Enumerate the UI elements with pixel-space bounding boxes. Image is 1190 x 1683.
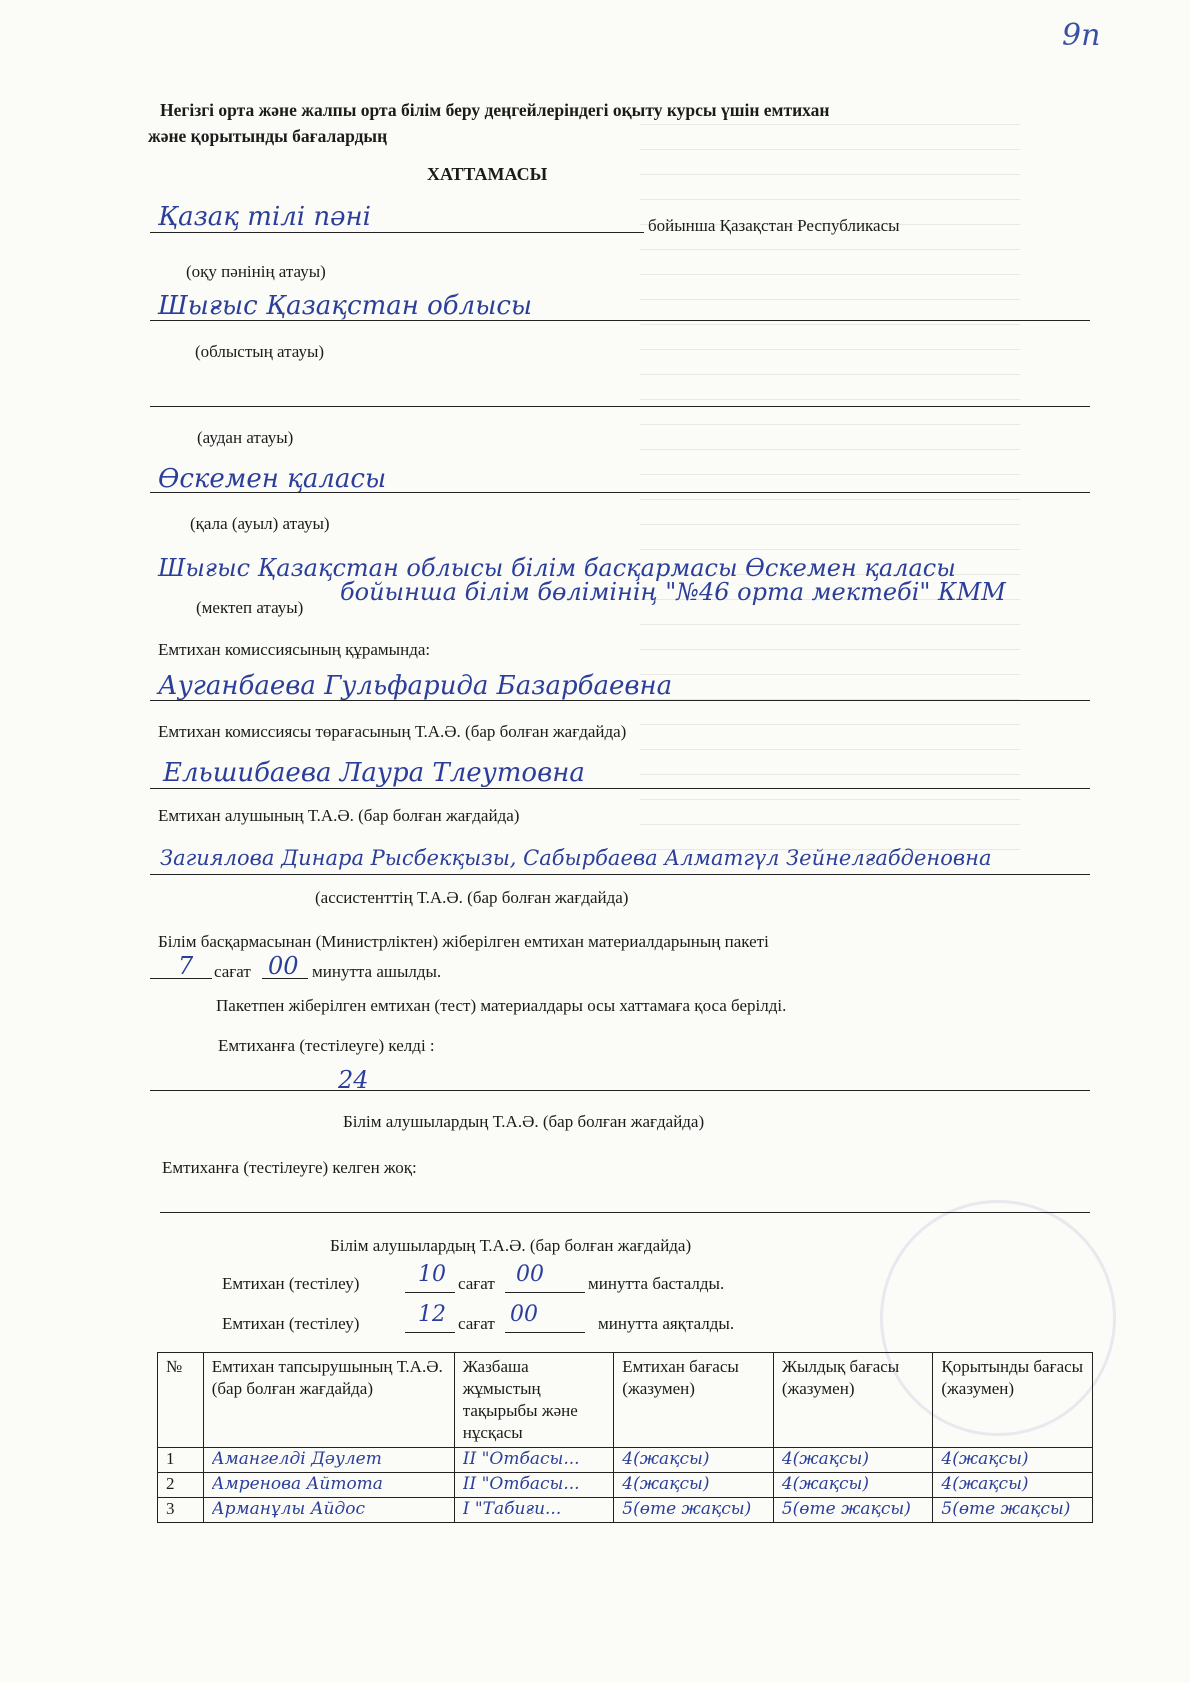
header-exam-grade: Емтихан бағасы (жазумен) xyxy=(614,1353,774,1448)
city-underline xyxy=(150,492,1090,493)
came-value: 24 xyxy=(338,1066,369,1094)
header-annual-grade: Жылдық бағасы (жазумен) xyxy=(773,1353,933,1448)
subject-underline xyxy=(150,232,644,233)
school-caption: (мектеп атауы) xyxy=(196,598,304,617)
start-minute-value: 00 xyxy=(516,1262,544,1287)
start-suffix: минутта басталды. xyxy=(588,1274,725,1293)
row-essay-topic: І "Табиғи... xyxy=(454,1498,614,1523)
table-row xyxy=(158,1448,1093,1473)
title-line-2: және қорытынды бағалардың xyxy=(148,126,388,146)
row-final-grade: 4(жақсы) xyxy=(933,1448,1093,1473)
header-student-name: Емтихан тапсырушының Т.А.Ә. (бар болған жағдайда) xyxy=(203,1353,454,1448)
row-annual-grade: 4(жақсы) xyxy=(773,1473,933,1498)
school-value-line-2: бойынша білім бөлімінің "№46 орта мектебі" КММ xyxy=(340,578,1006,606)
assistants-value: Загиялова Динара Рысбекқызы, Сабырбаева Алматгүл Зейнелғабденовна xyxy=(160,846,992,870)
subject-caption: (оқу пәнінің атауы) xyxy=(186,262,326,281)
table-row xyxy=(158,1473,1093,1498)
start-hour-label: сағат xyxy=(458,1274,495,1293)
start-hour-value: 10 xyxy=(418,1262,446,1287)
corner-handwritten-mark: 9п xyxy=(1062,18,1101,53)
row-number: 3 xyxy=(158,1498,204,1523)
row-essay-topic: ІІ "Отбасы... xyxy=(454,1448,614,1473)
came-label: Емтиханға (тестілеуге) келді : xyxy=(218,1036,435,1055)
commission-label: Емтихан комиссиясының құрамында: xyxy=(158,640,431,659)
package-minute-label: минутта ашылды. xyxy=(312,962,442,981)
bleed-through-texture xyxy=(640,100,1020,820)
row-annual-grade: 5(өте жақсы) xyxy=(773,1498,933,1523)
title-line-1: Негізгі орта және жалпы орта білім беру деңгейлеріндегі оқыту курсы үшін емтихан xyxy=(160,100,830,120)
package-minute-underline xyxy=(262,978,308,979)
region-caption: (облыстың атауы) xyxy=(195,342,325,361)
row-number: 2 xyxy=(158,1473,204,1498)
table-header-row xyxy=(158,1353,1093,1448)
package-text: Білім басқармасынан (Министрліктен) жіберілген емтихан материалдарының пакеті xyxy=(158,932,769,951)
end-minute-value: 00 xyxy=(510,1302,538,1327)
row-annual-grade: 4(жақсы) xyxy=(773,1448,933,1473)
row-exam-grade: 4(жақсы) xyxy=(614,1448,774,1473)
end-suffix: минутта аяқталды. xyxy=(598,1314,735,1333)
package-hour-value: 7 xyxy=(178,952,194,980)
title-heading: ХАТТАМАСЫ xyxy=(427,164,548,184)
came-underline xyxy=(150,1090,1090,1091)
row-exam-grade: 4(жақсы) xyxy=(614,1473,774,1498)
subject-suffix: бойынша Қазақстан Республикасы xyxy=(648,216,900,235)
package-hour-underline xyxy=(150,978,212,979)
package-attached-text: Пакетпен жіберілген емтихан (тест) материалдары осы хаттамаға қоса берілді. xyxy=(216,996,787,1015)
absent-label: Емтиханға (тестілеуге) келген жоқ: xyxy=(162,1158,417,1177)
absent-caption: Білім алушылардың Т.А.Ә. (бар болған жағдайда) xyxy=(330,1236,692,1255)
commission-chair-value: Ауганбаева Гульфарида Базарбаевна xyxy=(158,671,673,701)
row-final-grade: 4(жақсы) xyxy=(933,1473,1093,1498)
examiner-caption: Емтихан алушының Т.А.Ә. (бар болған жағдайда) xyxy=(158,806,520,825)
district-caption: (аудан атауы) xyxy=(197,428,294,447)
row-student-name: Амангелді Дәулет xyxy=(203,1448,454,1473)
region-value: Шығыс Қазақстан облысы xyxy=(158,291,533,321)
results-table xyxy=(157,1352,1093,1523)
header-number: № xyxy=(158,1353,204,1448)
city-caption: (қала (ауыл) атауы) xyxy=(190,514,330,533)
subject-value: Қазақ тілі пәні xyxy=(158,202,371,232)
school-value-line-1: Шығыс Қазақстан облысы білім басқармасы Өскемен қаласы xyxy=(158,554,956,582)
row-number: 1 xyxy=(158,1448,204,1473)
end-prefix: Емтихан (тестілеу) xyxy=(222,1314,360,1333)
region-underline xyxy=(150,320,1090,321)
assistants-caption: (ассистенттің Т.А.Ә. (бар болған жағдайда) xyxy=(315,888,629,907)
examiner-underline xyxy=(150,788,1090,789)
row-final-grade: 5(өте жақсы) xyxy=(933,1498,1093,1523)
came-caption: Білім алушылардың Т.А.Ә. (бар болған жағдайда) xyxy=(343,1112,705,1131)
start-minute-underline xyxy=(505,1292,585,1293)
row-exam-grade: 5(өте жақсы) xyxy=(614,1498,774,1523)
header-essay-topic: Жазбаша жұмыстың тақырыбы және нұсқасы xyxy=(454,1353,614,1448)
absent-underline xyxy=(160,1212,1090,1213)
package-hour-label: сағат xyxy=(214,962,251,981)
start-hour-underline xyxy=(405,1292,455,1293)
header-final-grade: Қорытынды бағасы (жазумен) xyxy=(933,1353,1093,1448)
row-student-name: Арманұлы Айдос xyxy=(203,1498,454,1523)
end-minute-underline xyxy=(505,1332,585,1333)
table-row xyxy=(158,1498,1093,1523)
end-hour-label: сағат xyxy=(458,1314,495,1333)
city-value: Өскемен қаласы xyxy=(158,464,387,494)
examiner-value: Ельшибаева Лаура Тлеутовна xyxy=(163,758,585,788)
commission-chair-caption: Емтихан комиссиясы төрағасының Т.А.Ә. (бар болған жағдайда) xyxy=(158,722,627,741)
district-underline xyxy=(150,406,1090,407)
chair-underline xyxy=(150,700,1090,701)
package-minute-value: 00 xyxy=(268,952,299,980)
assistants-underline xyxy=(150,874,1090,875)
row-student-name: Амренова Айтота xyxy=(203,1473,454,1498)
start-prefix: Емтихан (тестілеу) xyxy=(222,1274,360,1293)
row-essay-topic: ІІ "Отбасы... xyxy=(454,1473,614,1498)
end-hour-underline xyxy=(405,1332,455,1333)
end-hour-value: 12 xyxy=(418,1302,446,1327)
